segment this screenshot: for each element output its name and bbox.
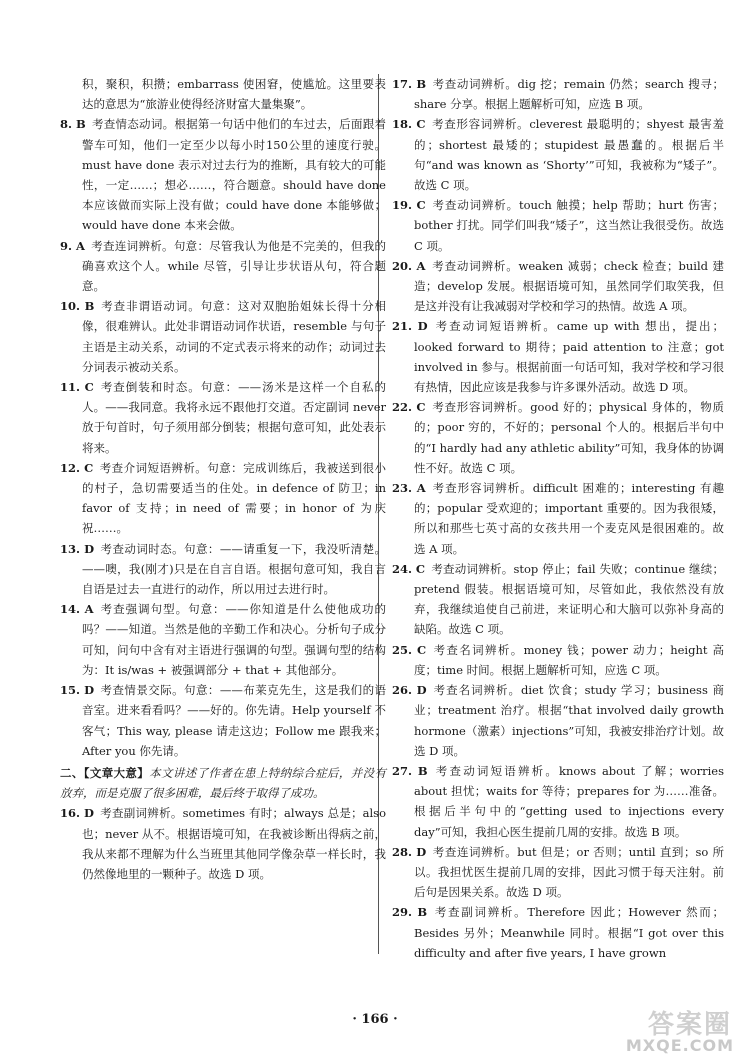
left-column [60,74,386,884]
answer-entry [392,478,724,559]
answer-entry [392,114,724,195]
explanation-text: 考查动词短语辨析。knows about 了解；worries about 担忧；waits for 等待；prepares for 为……准备。根据后半句中的“getting used to injections every day”可知，我担心医生提前几周的安排。故选 B 项。 [414,763,725,839]
answer-entry [392,680,724,761]
watermark-url: MXQE.COM [625,1036,734,1055]
explanation-text: 考查情景交际。句意：——布莱克先生，这是我们的语音室。进来看看吗？——好的。你先请。Help yourself 不客气；This way, please 请走这边；Follow me 跟我来；After you 你先请。 [82,683,387,758]
answer-entry [60,680,386,761]
question-number: 13. [60,541,81,556]
answer-letter: C [84,380,94,395]
question-number: 23. [392,481,413,496]
answer-entry [392,195,724,256]
explanation-text: 考查动词辨析。dig 挖；remain 仍然；search 搜寻；share 分享。根据上题解析可知，应选 B 项。 [414,77,724,112]
explanation-text: 考查强调句型。句意：——你知道是什么使他成功的吗？——知道。当然是他的辛勤工作和决心。分析句子成分可知，问句中含有对主语进行强调的句型。强调句型的结构为：It is/was + 被强调部分 + that + 其他部分。 [82,602,387,677]
answer-letter: B [75,117,86,132]
question-number: 9. [60,238,73,253]
explanation-text: 考查副词辨析。Therefore 因此；However 然而；Besides 另外；Meanwhile 同时。根据“I got over this difficulty and after five years, I have grown [414,905,724,960]
right-column [392,74,724,963]
answer-letter: D [416,844,427,859]
answer-letter: B [417,763,428,778]
answer-entry [60,114,386,235]
answer-entry [392,640,724,680]
explanation-text: 考查形容词辨析。difficult 困难的；interesting 有趣的；popular 受欢迎的；important 重要的。因为我很矮，所以和那些七英寸高的女孩共用一个麦克风是很困难的。故选 A 项。 [414,481,724,556]
section-label: 二、【文章大意】 [60,765,150,780]
explanation-text: 考查介词短语辨析。句意：完成训练后，我被送到很小的村子，急切需要适当的住处。in defence of 防卫；in favor of 支持；in need of 需要；in honor of 为庆祝……。 [82,460,387,536]
answer-entry [392,256,724,317]
answer-letter: C [416,400,426,415]
answer-entry [392,902,724,963]
answer-letter: A [84,602,94,617]
answer-letter: D [416,683,427,698]
answer-letter: C [415,561,426,576]
answer-entry [60,377,386,458]
explanation-text: 考查动词辨析。stop 停止；fail 失败；continue 继续；pretend 假装。根据语境可知，尽管如此，我依然没有放弃，我继续追使自己前进，来证明心和大脑可以弥补身高的缺陷。故选 C 项。 [414,561,725,637]
answer-entry [60,599,386,680]
answer-entry [60,458,386,539]
question-number: 21. [392,319,413,334]
answer-letter: D [83,806,94,821]
answer-letter: D [84,541,95,556]
watermark-logo: 答案圈 [647,1010,732,1040]
explanation-text: 考查动词辨析。weaken 减弱；check 检查；build 建造；develop 发展。根据语境可知，虽然同学们取笑我，但是这并没有让我减弱对学校和学习的热情。故选 A 项。 [414,258,724,314]
explanation-text: 考查连词辨析。but 但是；or 否则；until 直到；so 所以。我担忧医生提前几周的安排，因此习惯于每天注射。前后句是因果关系。故选 D 项。 [414,844,725,900]
answer-letter: B [416,77,427,91]
answer-entry [60,236,386,297]
answer-entry [60,803,386,884]
question-number: 18. [392,117,413,132]
continuation-text: 积，聚积，积攒；embarrass 使困窘，使尴尬。这里要表达的意思为“旅游业使得经济财富大量集聚”。 [82,77,386,112]
section-summary [60,763,386,803]
question-number: 8. [60,117,73,132]
answer-letter: A [416,258,426,273]
answer-letter: C [416,117,426,132]
explanation-text: 考查形容词辨析。cleverest 最聪明的；shyest 最害羞的；shortest 最矮的；stupidest 最愚蠢的。根据后半句“and was known as ‘Shorty’”可知，我被称为“矮子”。故选 C 项。 [414,117,725,193]
answer-entry [392,559,724,640]
explanation-text: 考查名词辨析。diet 饮食；study 学习；business 商业；treatment 治疗。根据“that involved daily growth hormone（激素）injections”可知，我被安排治疗计划。故选 D 项。 [414,683,724,758]
answer-letter: B [417,905,428,920]
question-number: 20. [392,258,413,273]
question-number: 14. [60,602,81,617]
explanation-text: 考查形容词辨析。good 好的；physical 身体的，物质的；poor 穷的，不好的；personal 个人的。根据后半句中的“I hardly had any athletic ability”可知，我身体的协调性不好。故选 C 项。 [414,400,725,475]
answer-entry [60,296,386,377]
question-number: 24. [392,561,413,576]
answer-letter: C [417,642,427,657]
explanation-text: 考查倒装和时态。句意：——汤米是这样一个自私的人。——我同意。我将永远不跟他打交道。否定副词 never 放于句首时，句子须用部分倒装；根据句意可知，此处表示将来。 [82,380,387,455]
answer-letter: A [75,238,85,253]
section-text: 本文讲述了作者在患上特纳综合症后，并没有放弃，而是克服了很多困难，最后终于取得了成功。 [60,765,386,801]
explanation-text: 考查动词时态。句意：——请重复一下，我没听清楚。——噢，我(刚才)只是在自言自语。根据句意可知，我自言自语是过去一直进行的动作，所以用过去进行时。 [82,541,387,597]
answer-entry [60,539,386,600]
right-entries [392,74,724,963]
answer-entry [392,761,724,842]
explanation-text: 考查名词辨析。money 钱；power 动力；height 高度；time 时间。根据上题解析可知，应选 C 项。 [414,642,725,677]
question-number: 10. [60,299,81,314]
question-number: 17. [392,77,413,91]
question-number: 29. [392,905,413,920]
question-number: 15. [60,683,81,698]
explanation-text: 考查连词辨析。句意：尽管我认为他是不完美的，但我的确喜欢这个人。while 尽管，引导让步状语从句，符合题意。 [82,238,387,294]
answer-entry [392,842,724,903]
question-number: 25. [392,642,413,657]
answer-letter: D [417,319,428,334]
question-number: 12. [60,460,81,475]
question-number: 16. [60,806,81,821]
answer-letter: D [84,683,95,698]
answer-letter: B [84,299,95,314]
page-number: · 166 · [352,1012,398,1027]
question-number: 19. [392,198,413,213]
left-entries-2 [60,803,386,884]
question-number: 27. [392,763,413,778]
answer-letter: C [84,460,94,475]
explanation-text: 考查动词辨析。touch 触摸；help 帮助；hurt 伤害；bother 打扰。同学们叫我“矮子”，这当然让我很受伤。故选 C 项。 [414,198,725,253]
answer-entry [392,74,724,114]
answer-entry [392,316,724,397]
answer-letter: A [416,481,426,496]
question-number: 11. [60,380,81,395]
answer-letter: C [416,198,426,213]
question-number: 28. [392,844,413,859]
explanation-text: 考查非谓语动词。句意：这对双胞胎姐妹长得十分相像，很难辨认。此处非谓语动词作状语，resemble 与句子主语是主动关系，动词的不定式表示将来的动作；动词过去分词表示被动关系。 [82,299,386,374]
left-entries [60,114,386,761]
explanation-text: 考查情态动词。根据第一句话中他们的车过去，后面跟着警车可知，他们一定至少以每小时150公里的速度行驶。must have done 表示对过去行为的推断，具有较大的可能性，一定……；想必……，符合题意。should have done 本应该做而实际上没有做；could have done 本能够做；would have done 本来会做。 [82,117,387,233]
explanation-text: 考查动词短语辨析。came up with 想出，提出；looked forward to 期待；paid attention to 注意；got involved in 参与。根据前面一句话可知，我对学校和学习很有热情，因此应该是我参与许多课外活动。故选 D 项。 [414,319,725,395]
question-number: 22. [392,400,413,415]
answer-entry [392,397,724,478]
question-number: 26. [392,683,413,698]
explanation-text: 考查副词辨析。sometimes 有时；always 总是；also 也；never 从不。根据语境可知，在我被诊断出得病之前，我从来都不理解为什么当班里其他同学像杂草一样长时，我仍然像地里的一颗种子。故选 D 项。 [82,806,387,881]
